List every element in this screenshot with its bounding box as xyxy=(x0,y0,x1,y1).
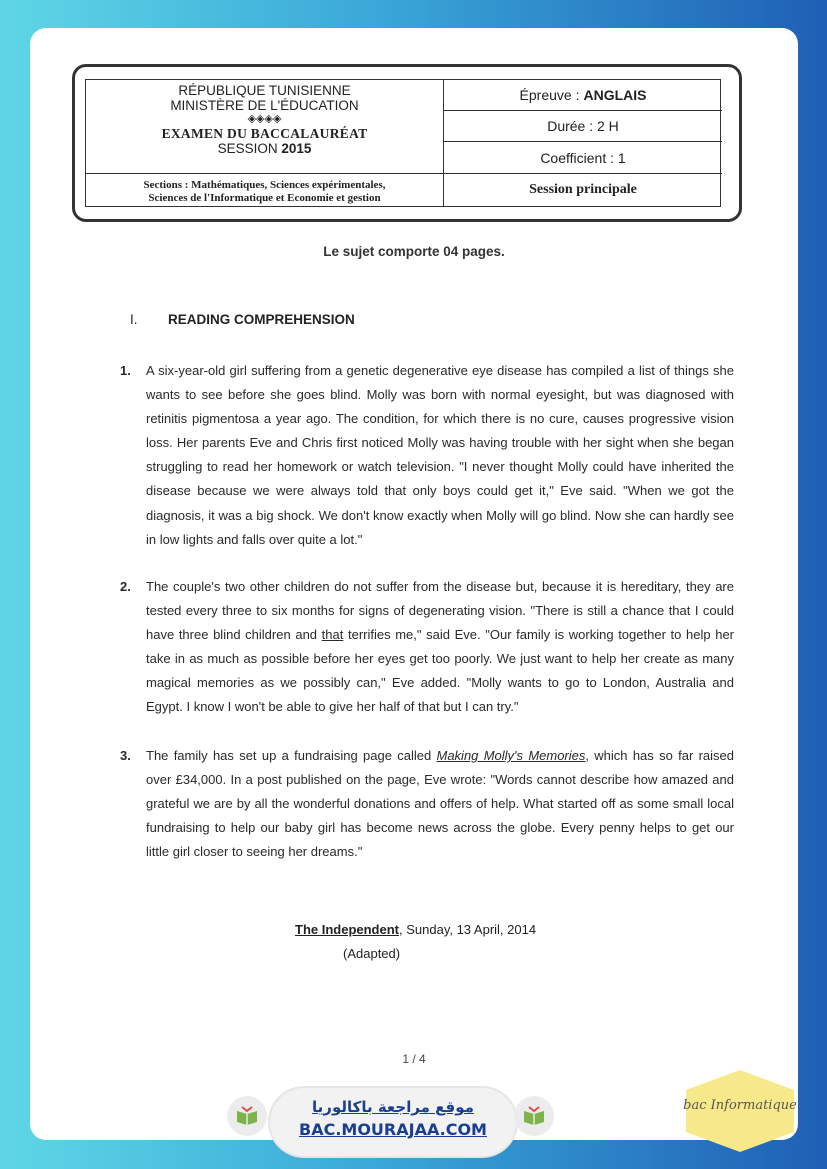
source-date: , Sunday, 13 April, 2014 xyxy=(399,922,537,937)
site-url-link[interactable]: BAC.MOURAJAA.COM xyxy=(299,1120,487,1139)
site-banner[interactable] xyxy=(270,1088,516,1156)
paragraph-number: 2. xyxy=(120,579,131,594)
paragraph-number: 3. xyxy=(120,748,131,763)
sections-line-1: Sections : Mathématiques, Sciences expérimentales, xyxy=(143,179,386,191)
paragraph-text-cont: terrifies me," said Eve. "Our family is working together to help her take in as much as possible before her eyes get too poorly. We just want to help her create as many magical memories as we possibly can," Eve added. "Molly wants to go to London, Australia and Egypt. I know I won't be able to give her half of that but I can try." xyxy=(146,627,734,715)
header-left xyxy=(86,80,444,206)
source-paper: The Independent xyxy=(295,922,399,937)
republic-label: RÉPUBLIQUE TUNISIENNE xyxy=(178,83,351,98)
underlined-word: that xyxy=(321,627,344,643)
session-label xyxy=(86,141,443,156)
session-word: SESSION xyxy=(217,141,278,156)
header-right xyxy=(444,80,722,206)
badge-text: bac Informatique xyxy=(683,1098,797,1113)
source-citation xyxy=(295,922,536,937)
section-number: I. xyxy=(130,312,138,327)
site-name-arabic[interactable]: موقع مراجعة باكالوريا xyxy=(312,1098,474,1116)
paragraph-text-cont: , which has so far raised over £34,000. In a post published on the page, Eve wrote: "Words cannot describe how amazed and grateful we are by all the wonderful donations and offers of help. What started off as some small local fundraising to help our baby girl has become news across the globe. Every penny helps to get our little girl closer to seeing her dreams." xyxy=(146,748,734,860)
header-ministry-block xyxy=(86,80,443,174)
bac-informatique-badge xyxy=(680,1068,800,1154)
header-table xyxy=(85,79,721,207)
exam-page xyxy=(30,28,798,1140)
book-icon xyxy=(521,1105,547,1127)
sections-block xyxy=(86,174,443,206)
ministry-label: MINISTÈRE DE L'ÉDUCATION xyxy=(170,98,359,113)
subject-value: ANGLAIS xyxy=(583,87,647,103)
book-icon xyxy=(234,1105,260,1127)
paragraph-1 xyxy=(120,359,734,552)
page-number: 1 / 4 xyxy=(402,1052,426,1066)
sections-line-2: Sciences de l'Informatique et Economie et gestion xyxy=(148,192,381,204)
duration-cell: Durée : 2 H xyxy=(444,111,722,142)
paragraph-3 xyxy=(120,744,734,864)
exam-header xyxy=(72,64,742,222)
paragraph-number: 1. xyxy=(120,363,131,378)
paragraph-text: The couple's two other children do not suffer from the disease but, because it is hereditary, they are tested every three to six months for signs of degenerating vision. "There is still a chance that I could have three blind children and xyxy=(146,579,734,643)
coefficient-cell: Coefficient : 1 xyxy=(444,142,722,174)
section-title: READING COMPREHENSION xyxy=(168,312,355,327)
site-logo-left xyxy=(227,1096,267,1136)
subject-label: Épreuve : xyxy=(519,87,580,103)
paragraph-2 xyxy=(120,575,734,720)
session-type-cell: Session principale xyxy=(529,182,637,197)
ornament: ◈◈◈◈ xyxy=(247,113,282,125)
site-logo-right xyxy=(514,1096,554,1136)
paragraph-text: The family has set up a fundraising page called xyxy=(146,748,437,763)
section-heading xyxy=(130,312,355,327)
adapted-note: (Adapted) xyxy=(343,946,401,961)
fundraising-page-name: Making Molly's Memories xyxy=(436,748,586,763)
pages-note: Le sujet comporte 04 pages. xyxy=(323,244,505,259)
exam-label: EXAMEN DU BACCALAURÉAT xyxy=(161,126,368,141)
subject-cell xyxy=(444,80,722,111)
session-year: 2015 xyxy=(281,141,312,156)
paragraph-text: A six-year-old girl suffering from a genetic degenerative eye disease has compiled a list of things she wants to see before she goes blind. Molly was born with normal eyesight, but was diagnosed with retinitis pigmentosa a year ago. The condition, for which there is no cure, causes progressive vision loss. Her parents Eve and Chris first noticed Molly was having trouble with her sight when she began struggling to read her homework or watch television. "I never thought Molly could have inherited the disease because we were always told that only boys could get it," Eve said. "When we got the diagnosis, it was a big shock. We don't know exactly when Molly will go blind. Now she can hardly see in low lights and falls over quite a lot." xyxy=(146,363,734,547)
